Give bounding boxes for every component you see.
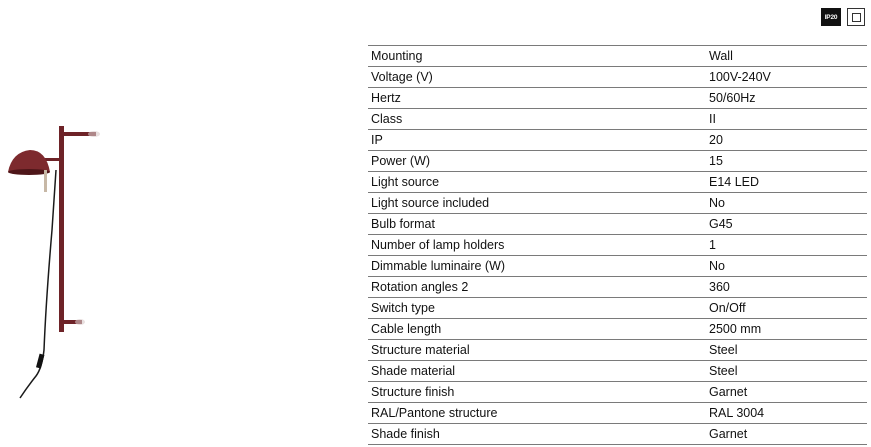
- spec-label: Mounting: [368, 46, 706, 67]
- spec-value: On/Off: [706, 298, 867, 319]
- spec-row: [368, 46, 867, 67]
- spec-label: Number of lamp holders: [368, 235, 706, 256]
- spec-value: 100V-240V: [706, 67, 867, 88]
- ip20-icon: IP20: [821, 8, 841, 26]
- spec-value: Garnet: [706, 382, 867, 403]
- spec-value: Steel: [706, 361, 867, 382]
- spec-row: [368, 340, 867, 361]
- spec-label: Switch type: [368, 298, 706, 319]
- spec-label: Dimmable luminaire (W): [368, 256, 706, 277]
- spec-label: Shade finish: [368, 424, 706, 445]
- spec-row: [368, 361, 867, 382]
- spec-value: 20: [706, 130, 867, 151]
- spec-row: [368, 256, 867, 277]
- spec-row: [368, 151, 867, 172]
- spec-row: [368, 235, 867, 256]
- spec-label: Structure finish: [368, 382, 706, 403]
- spec-row: [368, 298, 867, 319]
- spec-label: Voltage (V): [368, 67, 706, 88]
- spec-value: No: [706, 193, 867, 214]
- certification-badges: [821, 8, 865, 26]
- spec-row: [368, 172, 867, 193]
- spec-row: [368, 88, 867, 109]
- spec-row: [368, 214, 867, 235]
- spec-row: [368, 382, 867, 403]
- spec-value: 50/60Hz: [706, 88, 867, 109]
- spec-table: [368, 45, 867, 445]
- spec-label: Shade material: [368, 361, 706, 382]
- spec-label: Light source included: [368, 193, 706, 214]
- spec-value: II: [706, 109, 867, 130]
- spec-label: IP: [368, 130, 706, 151]
- spec-label: Class: [368, 109, 706, 130]
- spec-label: Hertz: [368, 88, 706, 109]
- spec-row: [368, 130, 867, 151]
- spec-row: [368, 67, 867, 88]
- spec-row: [368, 193, 867, 214]
- spec-row: [368, 319, 867, 340]
- spec-value: G45: [706, 214, 867, 235]
- spec-value: Wall: [706, 46, 867, 67]
- spec-label: Bulb format: [368, 214, 706, 235]
- spec-row: [368, 424, 867, 445]
- spec-value: RAL 3004: [706, 403, 867, 424]
- spec-value: E14 LED: [706, 172, 867, 193]
- spec-row: [368, 277, 867, 298]
- spec-label: RAL/Pantone structure: [368, 403, 706, 424]
- spec-label: Cable length: [368, 319, 706, 340]
- spec-row: [368, 403, 867, 424]
- spec-label: Rotation angles 2: [368, 277, 706, 298]
- wall-lamp-image: [0, 110, 110, 410]
- spec-value: 1: [706, 235, 867, 256]
- spec-value: Garnet: [706, 424, 867, 445]
- spec-row: [368, 109, 867, 130]
- spec-label: Power (W): [368, 151, 706, 172]
- spec-value: 2500 mm: [706, 319, 867, 340]
- spec-value: Steel: [706, 340, 867, 361]
- spec-label: Structure material: [368, 340, 706, 361]
- spec-value: 360: [706, 277, 867, 298]
- class-ii-icon: [847, 8, 865, 26]
- spec-label: Light source: [368, 172, 706, 193]
- spec-value: No: [706, 256, 867, 277]
- spec-value: 15: [706, 151, 867, 172]
